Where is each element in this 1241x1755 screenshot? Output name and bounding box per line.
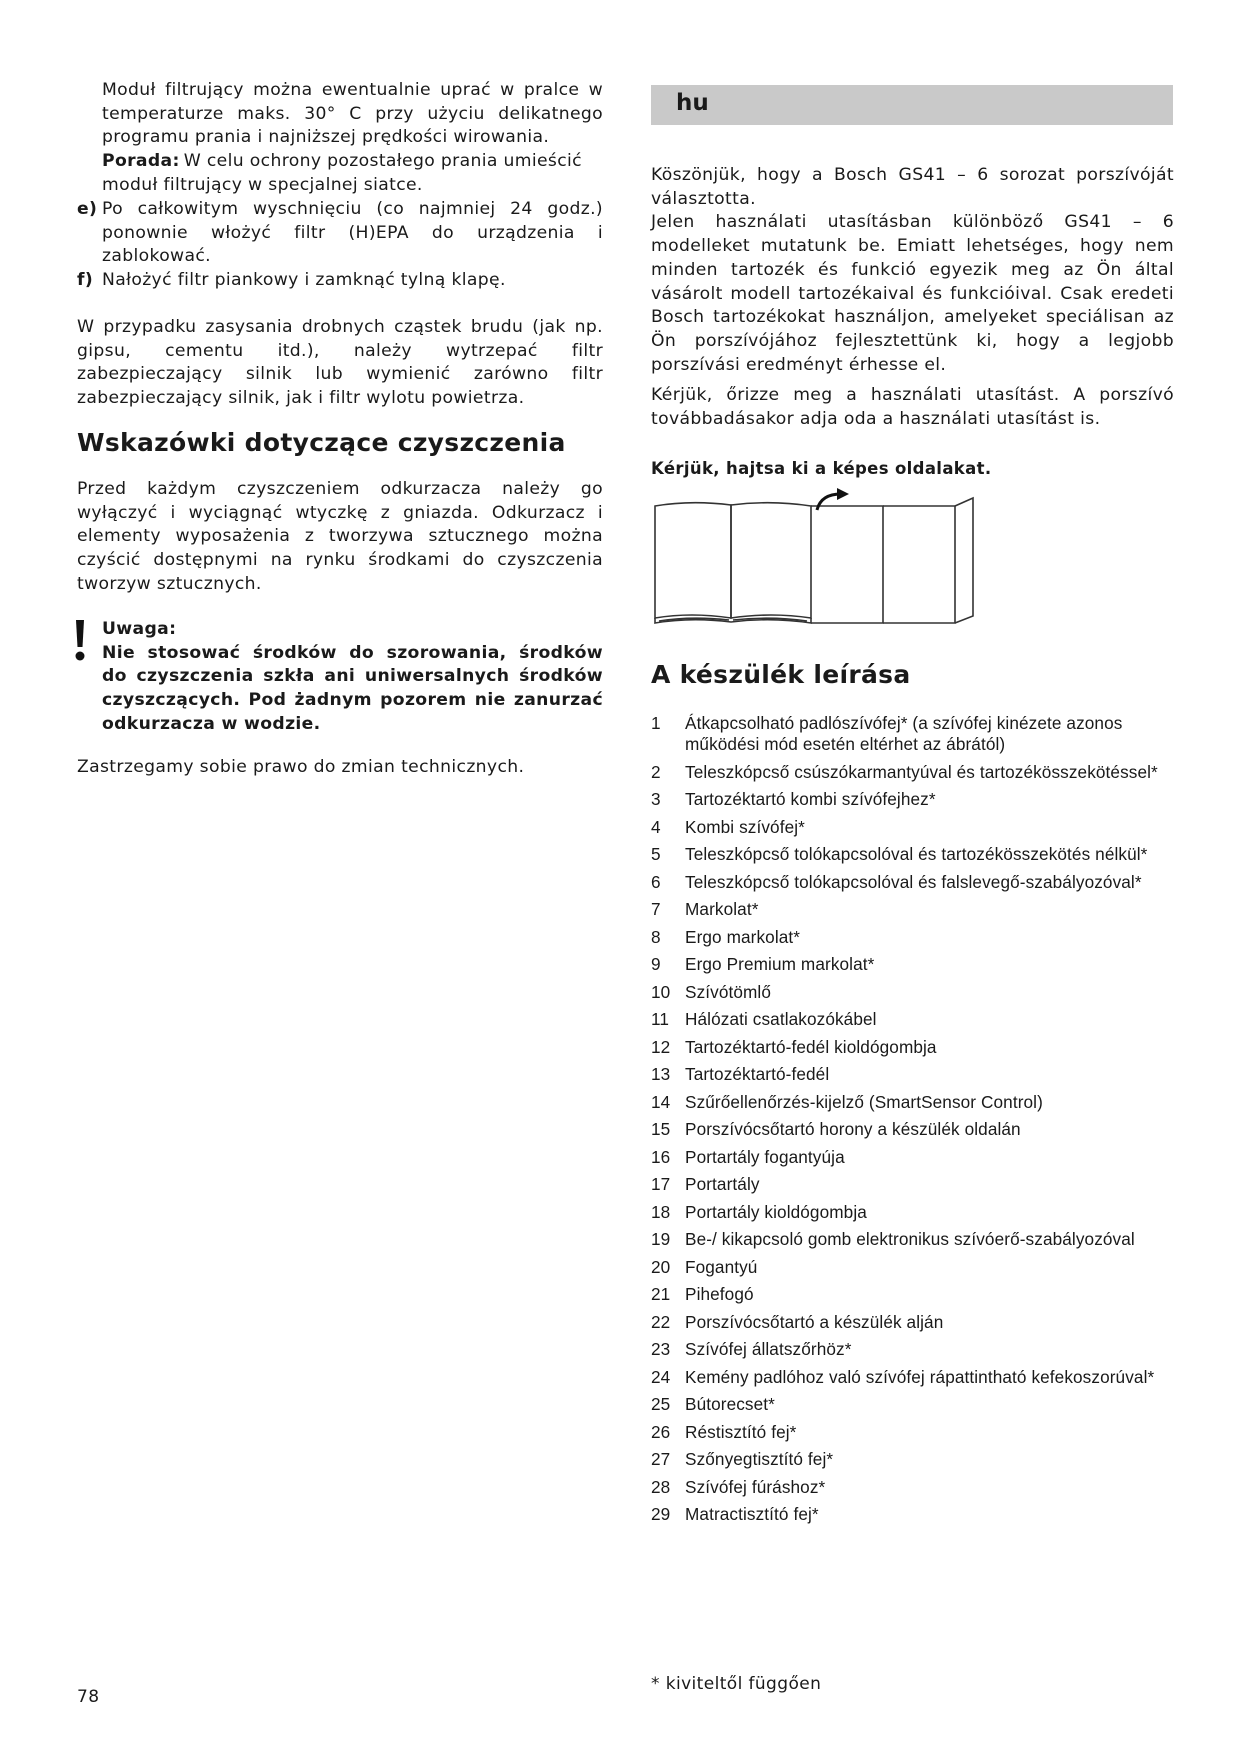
item-text: Portartály fogantyúja: [685, 1146, 845, 1167]
item-number: 2: [651, 761, 661, 782]
item-number: 4: [651, 816, 661, 837]
models-paragraph: Jelen használati utasításban különböző GS41 – 6 modelleket mutatunk be. Emiatt lehetséges, hogy nem minden tartozék és funkció egyezik meg az Ön által vásárolt modell tartozékaival és funkcióival. Csak eredeti Bosch tartozékokat használjon, amelyeket speciálisan az Ön porszívójához fejlesztettünk ki, hogy a legjobb porszívási eredményt érhesse el.: [651, 212, 1174, 375]
page-number: 78: [77, 1687, 100, 1707]
item-text: Hálózati csatlakozókábel: [685, 1009, 877, 1029]
list-item: [651, 1422, 1174, 1443]
tip-block: [77, 150, 628, 197]
item-number: 15: [651, 1119, 671, 1139]
item-text: Matractisztító fej*: [685, 1504, 819, 1524]
list-item: [651, 713, 1174, 755]
list-item: [651, 789, 1174, 810]
list-item: [651, 1257, 1174, 1278]
step-text: Po całkowitym wyschnięciu (co najmniej 24 godz.) ponownie włożyć filtr (H)EPA do urządzenia i zablokować.: [102, 199, 603, 267]
thanks-paragraph: Köszönjük, hogy a Bosch GS41 – 6 sorozat porszívóját választotta.: [651, 165, 1174, 209]
list-item: [651, 1339, 1174, 1360]
list-item: [651, 1284, 1174, 1305]
language-tag: hu: [676, 90, 709, 116]
list-item: [651, 1119, 1174, 1140]
tip-text: W celu ochrony pozostałego prania umieścić moduł filtrujący w specjalnej siatce.: [102, 151, 582, 195]
item-number: 23: [651, 1339, 671, 1359]
fold-out-pages-icon: [651, 488, 981, 628]
list-item: [651, 1092, 1174, 1113]
item-text: Tartozéktartó-fedél kioldógombja: [685, 1036, 937, 1057]
footnote: * kiviteltől függően: [651, 1674, 822, 1694]
list-item: [651, 817, 1174, 838]
item-number: 27: [651, 1449, 671, 1469]
dust-paragraph: W przypadku zasysania drobnych cząstek brudu (jak np. gipsu, cementu itd.), należy wytrzepać filtr zabezpieczający silnik lub wymienić zarówno filtr zabezpieczający silnik, jak i filtr wylotu powietrza.: [77, 317, 603, 409]
list-item: [651, 899, 1174, 920]
list-item: [651, 844, 1174, 865]
item-number: 7: [651, 899, 661, 919]
warning-block: [77, 618, 603, 737]
list-item: [651, 982, 1174, 1003]
item-text: Portartály kioldógombja: [685, 1201, 867, 1222]
item-number: 20: [651, 1256, 671, 1277]
item-text: Portartály: [685, 1174, 760, 1194]
tip-label: Porada:: [102, 151, 180, 171]
item-number: 24: [651, 1366, 671, 1387]
item-number: 25: [651, 1394, 671, 1414]
item-text: Porszívócsőtartó horony a készülék oldalán: [685, 1119, 1021, 1139]
item-number: 12: [651, 1036, 671, 1057]
item-text: Tartozéktartó kombi szívófejhez*: [685, 789, 936, 809]
item-number: 6: [651, 871, 661, 892]
item-text: Szívófej állatszőrhöz*: [685, 1339, 852, 1359]
item-number: 21: [651, 1284, 671, 1304]
list-item: [651, 1229, 1174, 1250]
item-text: Tartozéktartó-fedél: [685, 1064, 830, 1084]
step-f: [77, 269, 603, 293]
list-item: [651, 1202, 1174, 1223]
list-item: [651, 1312, 1174, 1333]
list-item: [651, 1174, 1174, 1195]
item-number: 10: [651, 981, 671, 1002]
item-number: 16: [651, 1146, 671, 1167]
list-item: [651, 1449, 1174, 1470]
item-text: Átkapcsolható padlószívófej* (a szívófej kinézete azonos működési mód esetén eltérhet az ábrától): [685, 713, 1123, 754]
step-e: [77, 198, 603, 269]
item-number: 26: [651, 1421, 671, 1442]
list-item: [651, 872, 1174, 893]
filter-wash-paragraph: Moduł filtrujący można ewentualnie uprać w pralce w temperaturze maks. 30° C przy użyciu delikatnego programu prania i najniższej prędkości wirowania.: [102, 80, 603, 148]
warning-title: Uwaga:: [102, 619, 177, 639]
item-text: Porszívócsőtartó a készülék alján: [685, 1311, 944, 1332]
item-number: 14: [651, 1091, 671, 1112]
item-number: 22: [651, 1311, 671, 1332]
item-text: Szőnyegtisztító fej*: [685, 1449, 834, 1469]
item-text: Kemény padlóhoz való szívófej rápattintható kefekoszorúval*: [685, 1366, 1155, 1387]
item-number: 19: [651, 1229, 671, 1249]
parts-list: [651, 713, 1174, 1532]
item-text: Be-/ kikapcsoló gomb elektronikus szívóerő-szabályozóval: [685, 1229, 1135, 1249]
item-text: Ergo markolat*: [685, 926, 801, 947]
item-text: Pihefogó: [685, 1284, 754, 1304]
item-number: 17: [651, 1174, 671, 1194]
item-number: 29: [651, 1504, 671, 1524]
item-text: Kombi szívófej*: [685, 816, 805, 837]
item-text: Szűrőellenőrzés-kijelző (SmartSensor Control): [685, 1091, 1043, 1112]
item-number: 8: [651, 926, 661, 947]
item-number: 3: [651, 789, 661, 809]
step-marker: e): [77, 199, 98, 219]
item-text: Szívótömlő: [685, 981, 772, 1002]
item-text: Teleszkópcső csúszókarmantyúval és tartozékösszekötéssel*: [685, 761, 1158, 782]
list-item: [651, 1504, 1174, 1525]
item-text: Réstisztító fej*: [685, 1421, 797, 1442]
steps-list: [77, 198, 603, 293]
item-text: Markolat*: [685, 899, 759, 919]
item-number: 9: [651, 954, 661, 974]
exclamation-warning-icon: [71, 618, 89, 664]
list-item: [651, 927, 1174, 948]
list-item: [651, 954, 1174, 975]
item-number: 1: [651, 713, 661, 733]
item-number: 18: [651, 1201, 671, 1222]
cleaning-paragraph: Przed każdym czyszczeniem odkurzacza należy go wyłączyć i wyciągnąć wtyczkę z gniazda. Odkurzacz i elementy wyposażenia z tworzywa sztucznego można czyścić dostępnymi na rynku środkami do czyszczenia tworzyw sztucznych.: [77, 479, 603, 594]
list-item: [651, 1064, 1174, 1085]
item-number: 28: [651, 1476, 671, 1497]
step-text: Nałożyć filtr piankowy i zamknąć tylną klapę.: [102, 270, 506, 291]
device-description-heading: A készülék leírása: [651, 660, 911, 689]
item-number: 13: [651, 1064, 671, 1084]
item-text: Bútorecset*: [685, 1394, 775, 1414]
item-number: 5: [651, 844, 661, 864]
list-item: [651, 1037, 1174, 1058]
list-item: [651, 1367, 1174, 1388]
list-item: [651, 762, 1174, 783]
warning-text: Nie stosować środków do szorowania, środków do czyszczenia szkła ani uniwersalnych środków czyszczących. Pod żadnym pozorem nie zanurzać odkurzacza w wodzie.: [102, 642, 603, 734]
list-item: [651, 1394, 1174, 1415]
language-bar: [651, 85, 1173, 125]
keep-manual-paragraph: Kérjük, őrizze meg a használati utasítást. A porszívó továbbadásakor adja oda a használati utasítást is.: [651, 385, 1174, 429]
item-text: Szívófej fúráshoz*: [685, 1476, 826, 1497]
item-text: Teleszkópcső tolókapcsolóval és tartozékösszekötés nélkül*: [685, 844, 1148, 864]
item-text: Fogantyú: [685, 1256, 758, 1277]
list-item: [651, 1147, 1174, 1168]
fold-out-note: Kérjük, hajtsa ki a képes oldalakat.: [651, 459, 992, 478]
list-item: [651, 1009, 1174, 1030]
item-text: Ergo Premium markolat*: [685, 954, 875, 974]
cleaning-heading: Wskazówki dotyczące czyszczenia: [77, 428, 566, 457]
item-number: 11: [651, 1009, 670, 1029]
list-item: [651, 1477, 1174, 1498]
reservation-note: Zastrzegamy sobie prawo do zmian technicznych.: [77, 757, 525, 777]
item-text: Teleszkópcső tolókapcsolóval és falslevegő-szabályozóval*: [685, 871, 1142, 892]
step-marker: f): [77, 270, 94, 291]
